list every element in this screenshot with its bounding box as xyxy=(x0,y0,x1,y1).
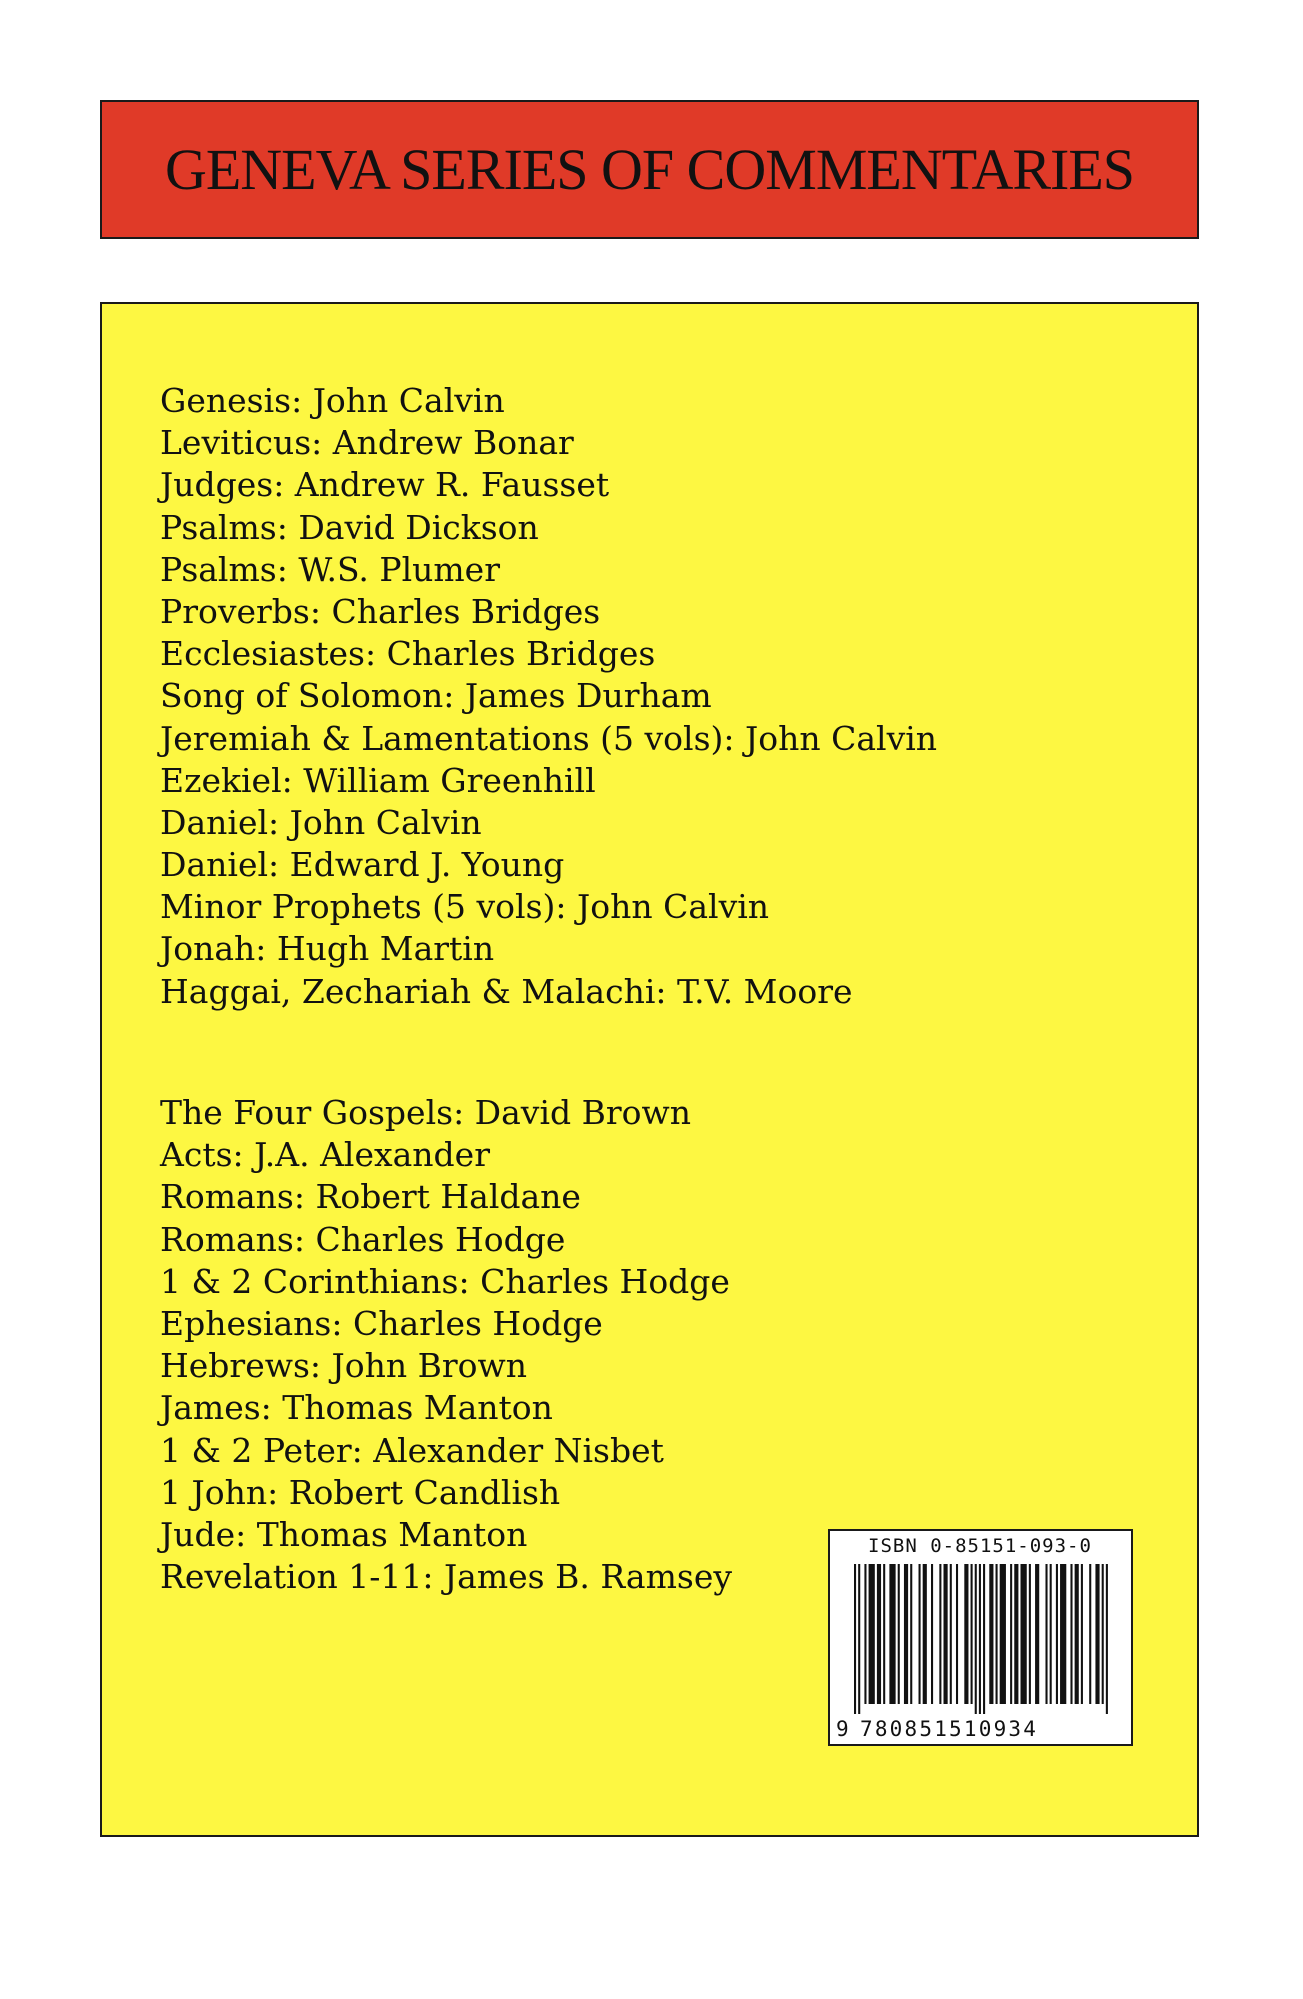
barcode-bar xyxy=(877,1564,881,1704)
barcode-bar xyxy=(1095,1564,1099,1704)
commentary-entry: Hebrews: John Brown xyxy=(160,1346,528,1386)
commentary-entry: Jeremiah & Lamentations (5 vols): John Calvin xyxy=(160,718,938,758)
series-title: GENEVA SERIES OF COMMENTARIES xyxy=(164,137,1135,202)
barcode-bar xyxy=(1045,1564,1047,1704)
commentary-entry: Ezekiel: William Greenhill xyxy=(160,760,596,800)
barcode-bar xyxy=(854,1564,856,1714)
commentary-entry: Genesis: John Calvin xyxy=(160,381,505,420)
commentary-entry: 1 John: Robert Candlish xyxy=(160,1472,561,1512)
commentary-entry: Jonah: Hugh Martin xyxy=(160,929,495,969)
commentary-entry: Daniel: Edward J. Young xyxy=(160,845,565,885)
commentary-entry: Ecclesiastes: Charles Bridges xyxy=(160,634,656,674)
barcode-bar xyxy=(964,1564,968,1704)
barcode-bar xyxy=(1010,1564,1012,1704)
commentary-entry: Romans: Robert Haldane xyxy=(160,1177,581,1217)
barcode-bar xyxy=(858,1564,860,1714)
barcode-bar xyxy=(956,1564,958,1704)
commentary-entry: Revelation 1-11: James B. Ramsey xyxy=(160,1557,733,1597)
commentary-entry: 1 & 2 Corinthians: Charles Hodge xyxy=(160,1261,730,1301)
barcode-bar xyxy=(975,1564,977,1714)
old-testament-list xyxy=(160,380,937,1013)
barcode-bar xyxy=(950,1564,952,1704)
barcode-bar xyxy=(889,1564,895,1704)
barcode-bar xyxy=(1035,1564,1039,1704)
commentary-entry: Haggai, Zechariah & Malachi: T.V. Moore xyxy=(160,971,853,1011)
barcode-bar xyxy=(910,1564,912,1704)
barcode-bar xyxy=(919,1564,921,1704)
ean-first-digit: 9 xyxy=(836,1717,849,1741)
barcode-bar xyxy=(904,1564,908,1704)
commentary-entry: Minor Prophets (5 vols): John Calvin xyxy=(160,887,770,927)
barcode-bar xyxy=(983,1564,985,1714)
barcode-bar xyxy=(943,1564,947,1704)
commentary-entry: 1 & 2 Peter: Alexander Nisbet xyxy=(160,1430,664,1470)
barcode-bar xyxy=(1050,1564,1052,1704)
barcode-bar xyxy=(1021,1564,1027,1704)
barcode-bar xyxy=(979,1564,981,1714)
barcode-bar xyxy=(869,1564,875,1704)
commentary-entry: Psalms: W.S. Plumer xyxy=(160,549,500,589)
barcode-bar xyxy=(898,1564,900,1704)
commentary-entry: Proverbs: Charles Bridges xyxy=(160,591,601,631)
barcode-bar xyxy=(1060,1564,1066,1704)
commentary-entry: Daniel: John Calvin xyxy=(160,802,482,842)
isbn-label: ISBN 0-85151-093-0 xyxy=(868,1535,1092,1557)
commentary-entry: Psalms: David Dickson xyxy=(160,507,539,547)
barcode-bar xyxy=(1070,1564,1072,1704)
isbn-barcode xyxy=(828,1529,1133,1746)
commentary-entry: James: Thomas Manton xyxy=(160,1388,553,1428)
barcode-bar xyxy=(923,1564,927,1704)
commentary-entry: Song of Solomon: James Durham xyxy=(160,676,712,716)
commentary-entry: Leviticus: Andrew Bonar xyxy=(160,423,574,463)
commentary-entry: Acts: J.A. Alexander xyxy=(160,1135,490,1175)
commentary-entry: Judges: Andrew R. Fausset xyxy=(160,465,610,505)
barcode-bar xyxy=(1081,1564,1083,1704)
series-title-banner xyxy=(100,100,1199,239)
commentary-entry: The Four Gospels: David Brown xyxy=(160,1093,692,1132)
commentary-entry: Jude: Thomas Manton xyxy=(160,1514,528,1554)
new-testament-list xyxy=(160,1092,732,1598)
barcode-bar xyxy=(883,1564,885,1704)
barcode-bar xyxy=(1102,1564,1104,1704)
barcode-bar xyxy=(1106,1564,1108,1714)
barcode-bar xyxy=(971,1564,973,1704)
barcode-bar xyxy=(1056,1564,1058,1704)
commentary-entry: Romans: Charles Hodge xyxy=(160,1219,566,1259)
barcode-bar xyxy=(931,1564,933,1704)
barcode-bar xyxy=(989,1564,993,1704)
barcode-bar xyxy=(1029,1564,1031,1704)
barcode-bar xyxy=(996,1564,998,1704)
barcode-bar xyxy=(1000,1564,1006,1704)
commentary-list-panel xyxy=(100,302,1199,1837)
barcode-bar xyxy=(939,1564,941,1704)
commentary-entry: Ephesians: Charles Hodge xyxy=(160,1303,603,1343)
ean-digits: 780851510934 xyxy=(860,1717,1039,1741)
barcode-bars xyxy=(854,1564,1110,1714)
barcode-bar xyxy=(1014,1564,1018,1704)
barcode-bar xyxy=(1089,1564,1091,1704)
barcode-bar xyxy=(864,1564,866,1704)
barcode-bar xyxy=(1075,1564,1079,1704)
